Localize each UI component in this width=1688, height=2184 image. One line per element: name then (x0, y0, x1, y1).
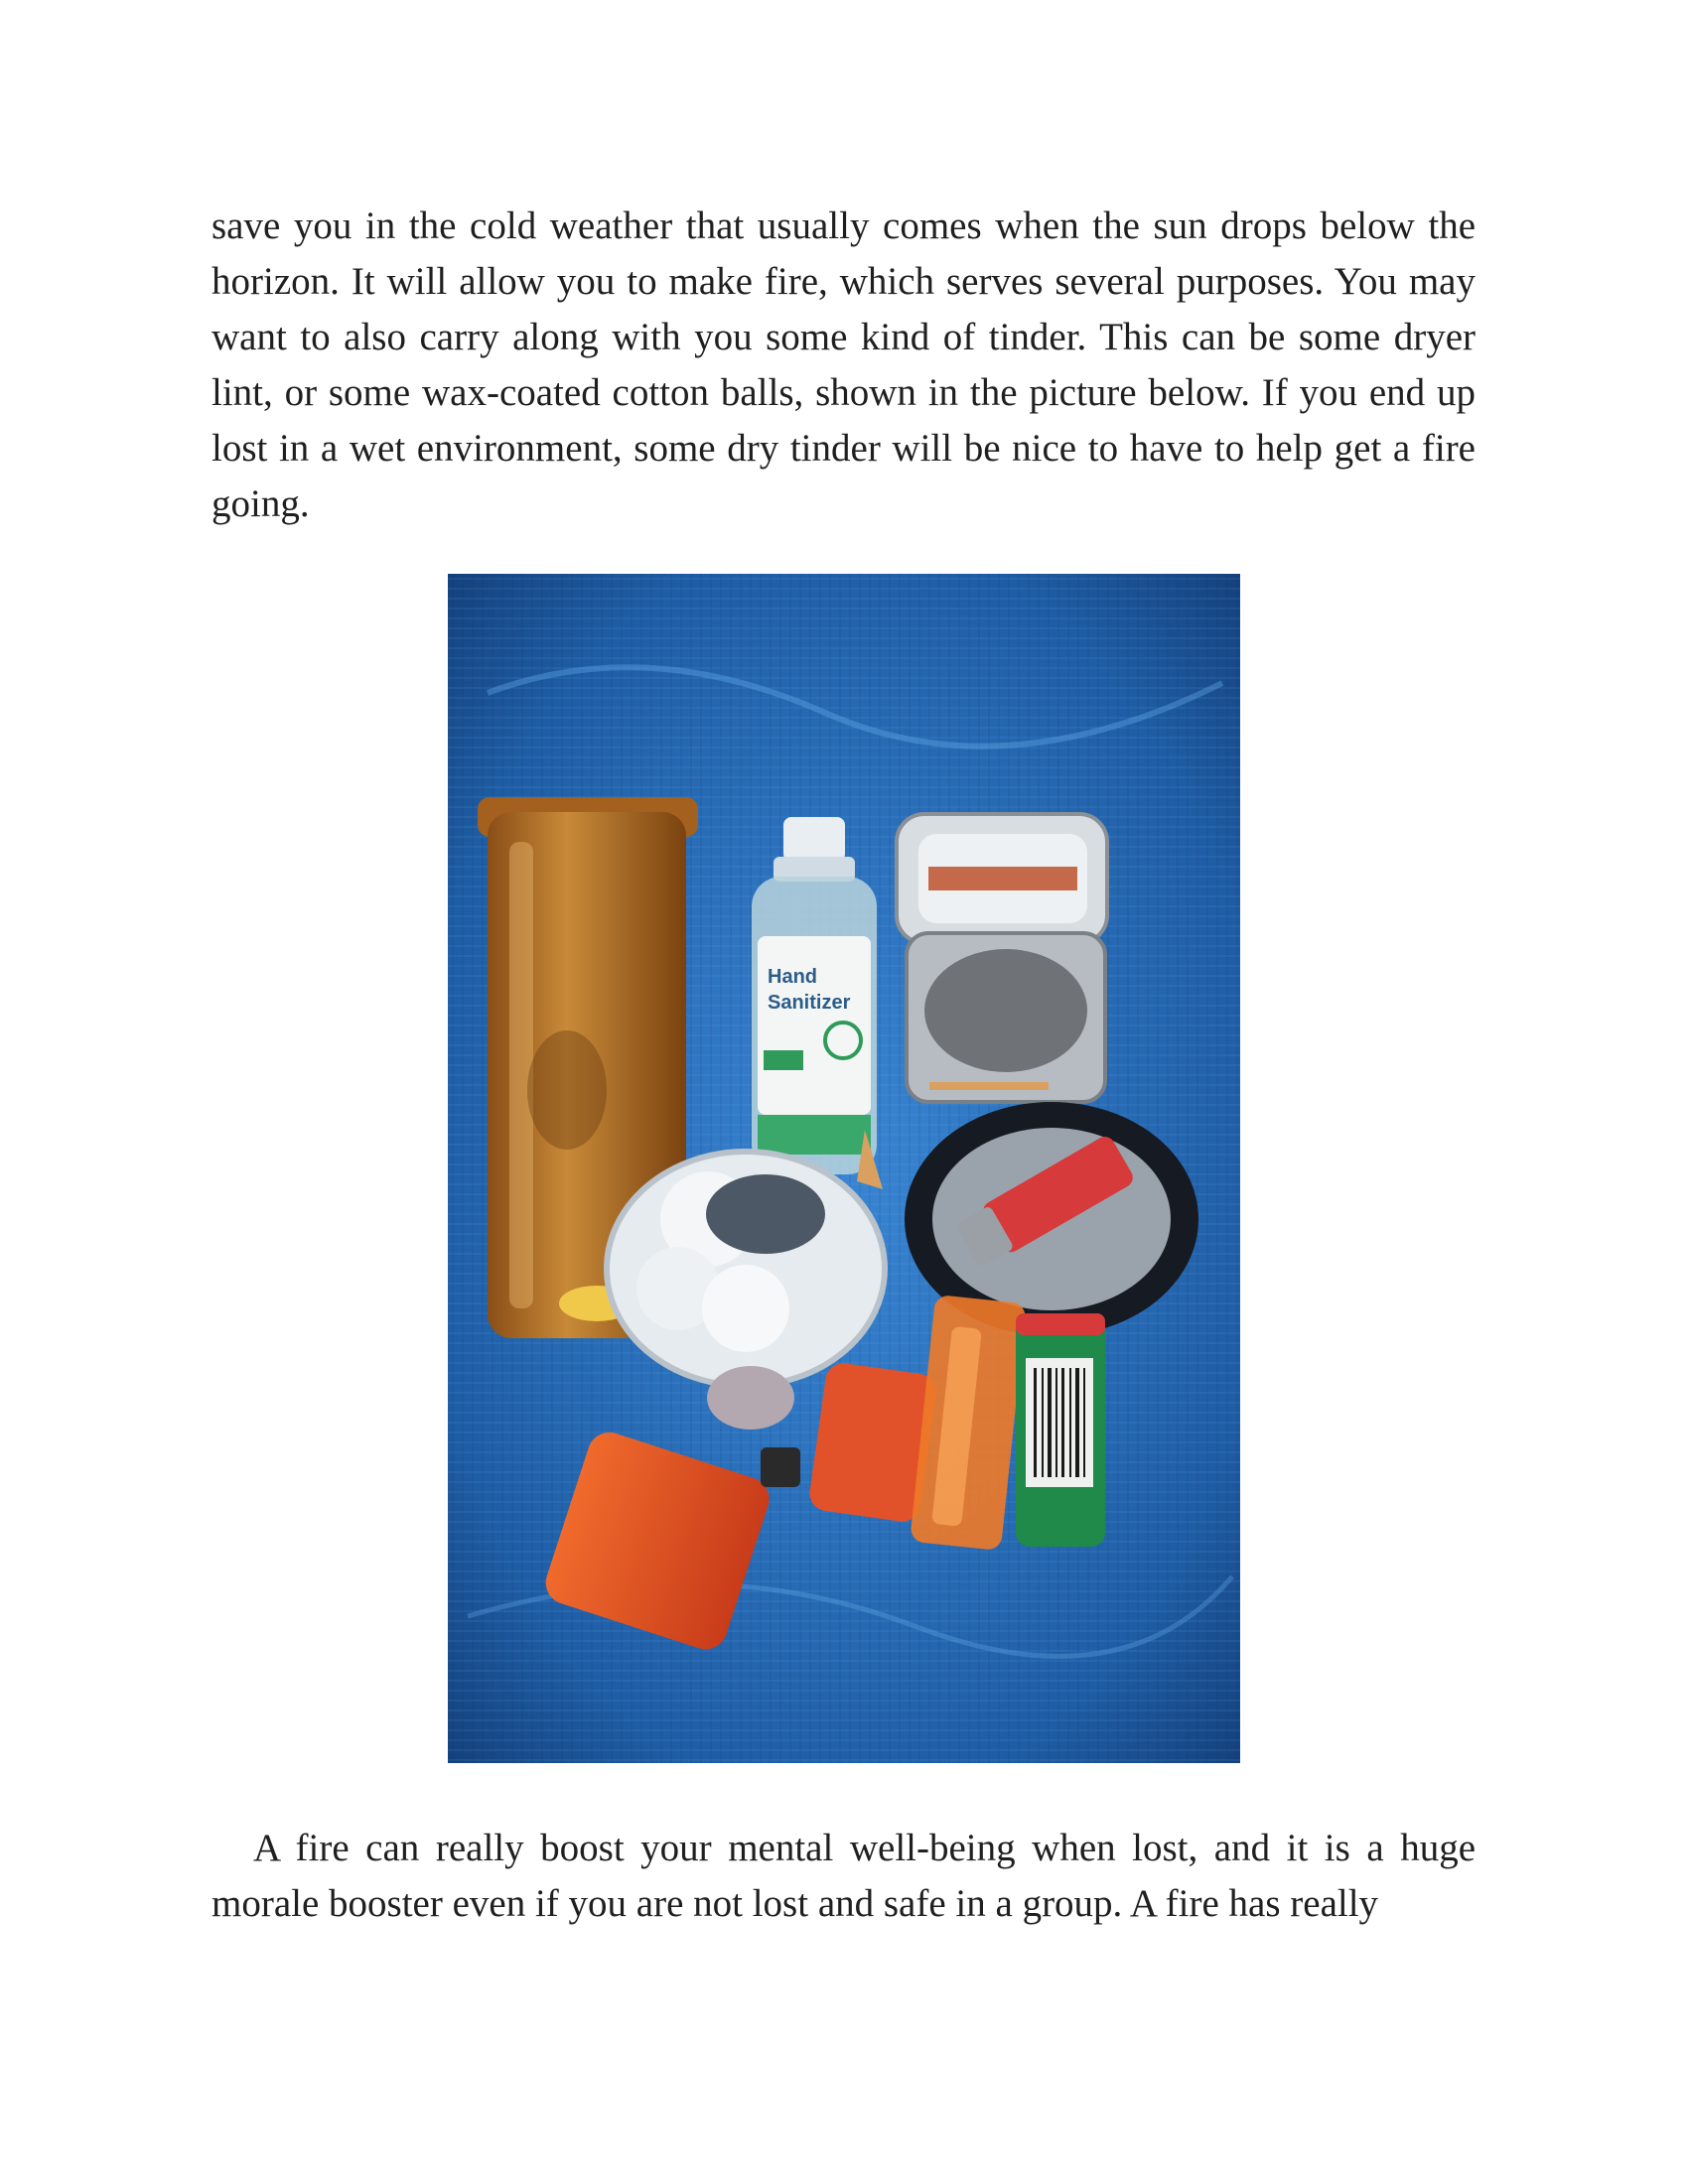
sanitizer-label-line2: Sanitizer (768, 992, 851, 1014)
survival-kit-photo (448, 574, 1240, 1763)
matches-tin (897, 814, 1107, 1102)
green-lighter (1016, 1313, 1105, 1547)
sanitizer-label-line1: Hand (768, 966, 817, 988)
paragraph-top: save you in the cold weather that usually comes when the sun drops below the horizon. It will allow you to make fire, which serves several purposes. You may want to also carry along with you some kind of tinder. This can be some dryer lint, or some wax-coated cotton balls, shown in the picture below. If you end up lost in a wet environment, some dry tinder will be nice to have to help get a fire going. (211, 205, 1476, 525)
paragraph-bottom: A fire can really boost your mental well-being when lost, and it is a huge morale booster even if you are not lost and safe in a group. A fire has really (211, 1827, 1476, 1925)
